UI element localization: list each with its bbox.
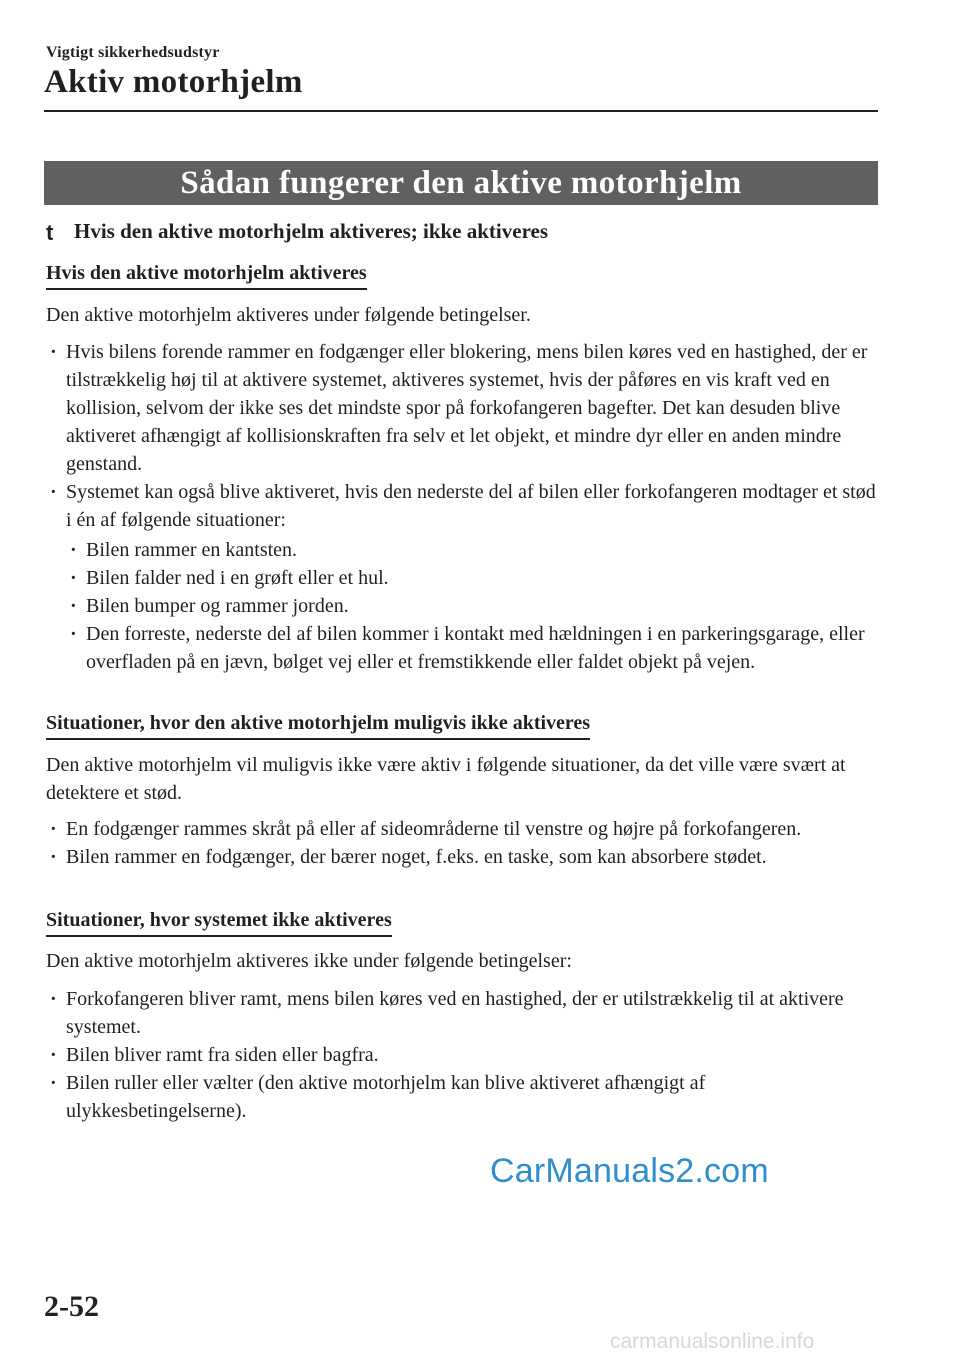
list-item: · Bilen ruller eller vælter (den aktive motorhjelm kan blive aktiveret afhængigt af ulykkesbetingelserne). (46, 1069, 876, 1125)
watermark: CarManuals2.com (490, 1152, 769, 1190)
list-item: · Den forreste, nederste del af bilen kommer i kontakt med hældningen i en parkeringsgarage, eller overfladen på en jævn, bølget vej eller et fremstikkende eller faldet objekt på vejen. (66, 620, 876, 676)
subsection-title: Hvis den aktive motorhjelm aktiveres; ikke aktiveres (74, 219, 549, 243)
heading-may-not-activate: Situationer, hvor den aktive motorhjelm muligvis ikke aktiveres (46, 711, 590, 740)
subsection-marker: t (46, 220, 54, 245)
heading-not-activate: Situationer, hvor systemet ikke aktiveres (46, 908, 392, 937)
list-item: · Bilen bumper og rammer jorden. (66, 592, 876, 620)
intro-not-activate: Den aktive motorhjelm aktiveres ikke under følgende betingelser: (46, 950, 572, 972)
section-banner: Sådan fungerer den aktive motorhjelm (44, 161, 878, 205)
header-divider (44, 110, 878, 112)
list-may-not-activate (46, 815, 876, 871)
section-label: Vigtigt sikkerhedsudstyr (46, 44, 220, 61)
footer-link[interactable]: carmanualsonline.info (610, 1330, 815, 1353)
list-item: · Forkofangeren bliver ramt, mens bilen køres ved en hastighed, der er utilstrækkelig til at aktivere systemet. (46, 985, 876, 1041)
list-item: · En fodgænger rammes skråt på eller af sideområderne til venstre og højre på forkofangeren. (46, 815, 876, 843)
list-situations (66, 536, 876, 676)
list-item: · Hvis bilens forende rammer en fodgænger eller blokering, mens bilen køres ved en hastighed, der er tilstrækkelig høj til at aktivere systemet, aktiveres systemet, hvis der påføres en vis kraft ved en kollision, selvom der ikke ses det mindste spor på forkofangeren bagefter. Det kan desuden blive aktiveret afhængigt af kollisionskraften fra selv et let objekt, et mindre dyr eller en anden mindre genstand. (46, 338, 876, 478)
intro-activates: Den aktive motorhjelm aktiveres under følgende betingelser. (46, 304, 531, 326)
page-number: 2-52 (44, 1290, 99, 1323)
list-item: · Bilen rammer en kantsten. (66, 536, 876, 564)
intro-may-not-activate: Den aktive motorhjelm vil muligvis ikke være aktiv i følgende situationer, da det ville være svært at detektere et stød. (46, 754, 846, 804)
list-item: · Systemet kan også blive aktiveret, hvis den nederste del af bilen eller forkofangeren modtager et stød i én af følgende situationer: (46, 478, 876, 534)
list-activates (46, 338, 876, 534)
list-item: · Bilen rammer en fodgænger, der bærer noget, f.eks. en taske, som kan absorbere stødet. (46, 843, 876, 871)
heading-activates: Hvis den aktive motorhjelm aktiveres (46, 261, 367, 290)
list-item: · Bilen bliver ramt fra siden eller bagfra. (46, 1041, 876, 1069)
list-not-activate (46, 985, 876, 1125)
chapter-title: Aktiv motorhjelm (44, 64, 303, 100)
list-item: · Bilen falder ned i en grøft eller et hul. (66, 564, 876, 592)
